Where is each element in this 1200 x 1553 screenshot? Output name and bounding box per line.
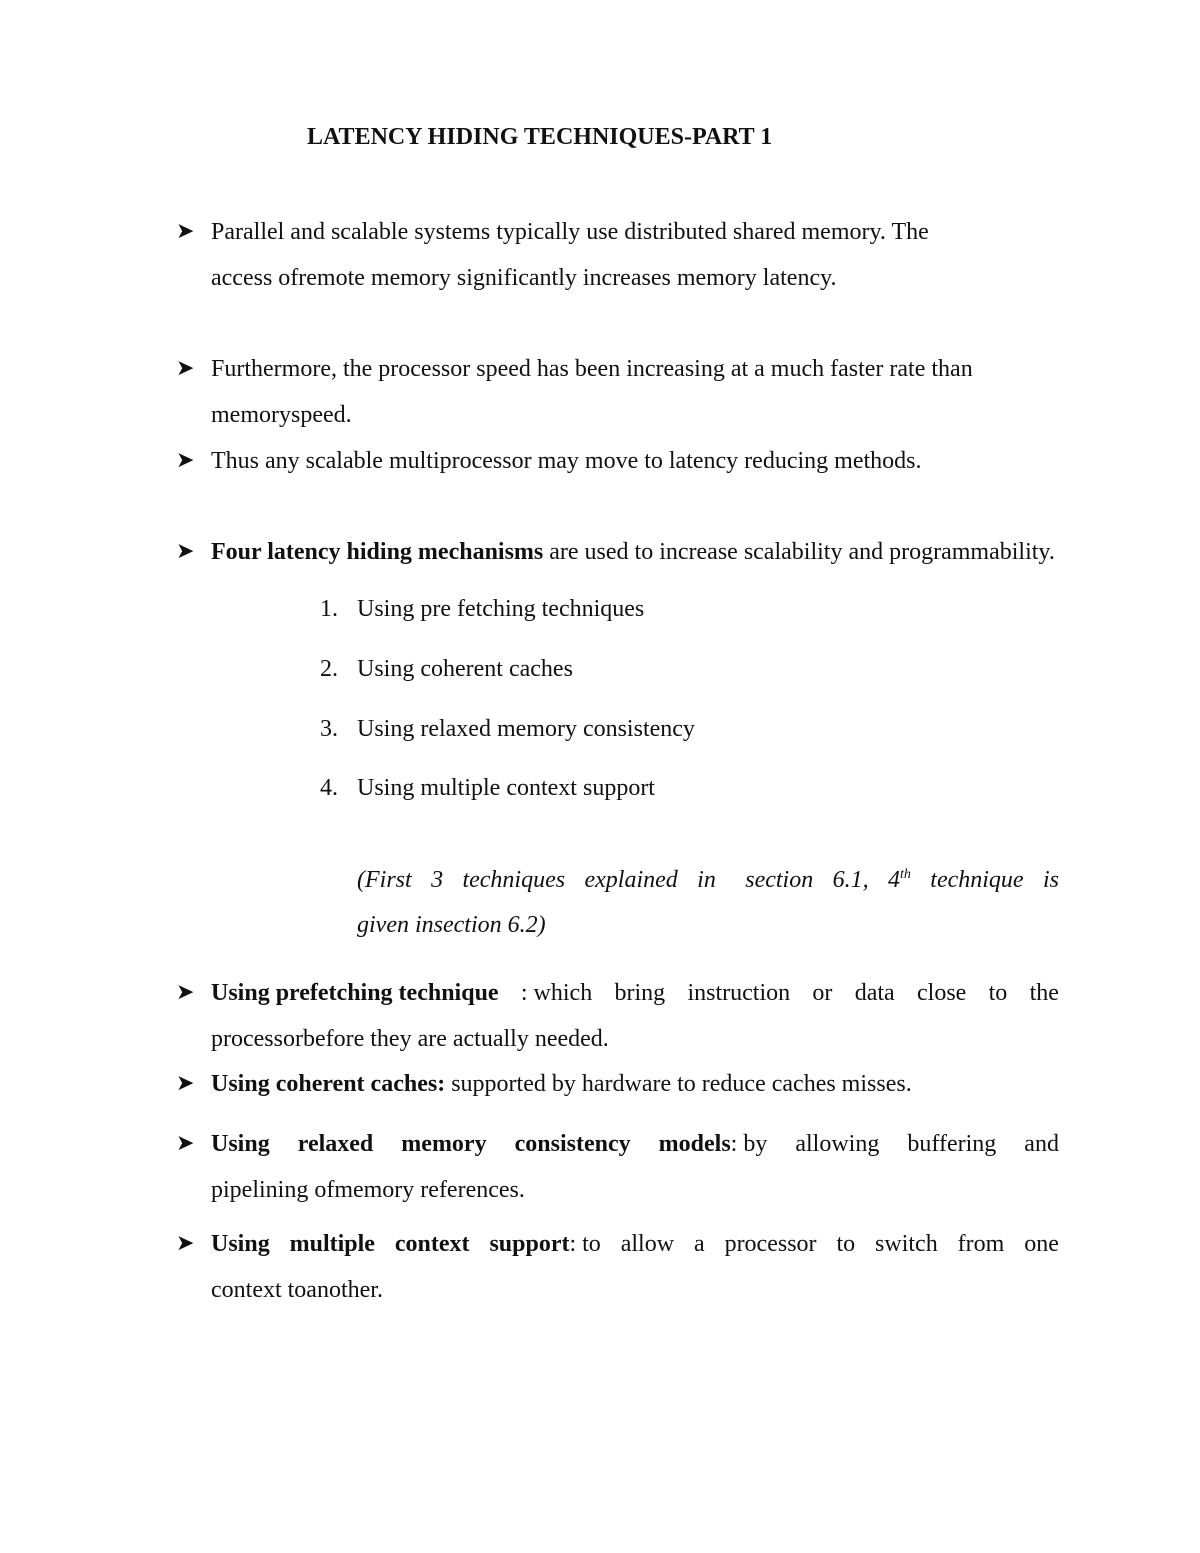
bullet-rest: supported by hardware to reduce caches misses. [445,1071,912,1097]
note-word: in [697,867,716,893]
list-text: Using relaxed memory consistency [357,716,695,742]
list-item [320,656,573,683]
bullet-text: pipelining ofmemory references. [211,1177,525,1203]
arrowhead-bullet-icon: ➤ [176,448,195,473]
bold-word: relaxed [297,1131,374,1157]
page-title: LATENCY HIDING TECHNIQUES-PART 1 [307,124,773,150]
bold-term: Using coherent caches: [211,1071,446,1097]
bullet-text: Thus any scalable multiprocessor may move to latency reducing methods. [211,448,922,474]
word: bring [614,980,666,1006]
list-text: Using pre fetching techniques [357,596,645,622]
arrowhead-bullet-icon: ➤ [176,980,195,1005]
note-word: techniques [462,867,566,893]
arrowhead-bullet-icon: ➤ [176,1131,195,1156]
word: a [693,1231,705,1257]
note-word [888,867,911,894]
bullet-text: context toanother. [211,1277,383,1303]
bold-word: memory [401,1131,487,1157]
bullet-text [211,529,1200,575]
list-item [320,775,655,802]
word: from [957,1231,1005,1257]
bullet-text: access ofremote memory significantly increases memory latency. [211,265,837,291]
bullet-text: Furthermore, the processor speed has been increasing at a much faster rate than [211,356,973,382]
list-item [320,716,695,743]
word: data [854,980,895,1006]
bullet-text: processorbefore they are actually needed. [211,1026,609,1052]
bullet-rest: are used to increase scalability and programmability. [543,539,1055,565]
word: the [1029,980,1059,1006]
note-superscript: th [900,867,911,882]
note-word: (First [357,867,412,893]
list-item [320,596,644,623]
note-number: 4 [888,867,900,893]
bullet-text: Parallel and scalable systems typically use distributed shared memory. The [211,219,929,245]
bold-word: consistency [514,1131,631,1157]
bold-word: context [394,1231,470,1257]
bold-term: Four latency hiding mechanisms [211,539,544,565]
bold-word: multiple [289,1231,375,1257]
word: allow [620,1231,675,1257]
note-word: 3 [431,867,444,893]
bold-word: Using [211,1131,270,1157]
word: allowing [795,1131,880,1157]
list-number: 3. [320,716,338,742]
word: or [812,980,833,1006]
word: : which [520,980,593,1006]
word: switch [875,1231,938,1257]
bold-term: Using prefetching technique [211,980,499,1006]
arrowhead-bullet-icon: ➤ [176,219,195,244]
word: one [1024,1231,1059,1257]
list-text: Using multiple context support [357,775,655,801]
note-word: 6.1, [832,867,869,893]
word: buffering [907,1131,997,1157]
bold-word: models [658,1131,731,1157]
bullet-line [211,1221,1059,1267]
bullet-text [211,1061,1061,1107]
word: close [917,980,967,1006]
list-number: 2. [320,656,338,682]
word: : to [569,1231,601,1257]
word: to [988,980,1008,1006]
note-word: explained [584,867,678,893]
note-word: section [745,867,814,893]
arrowhead-bullet-icon: ➤ [176,1231,195,1256]
note-word: technique [930,867,1024,893]
note-line: given insection 6.2) [357,912,546,938]
note-word: is [1042,867,1059,893]
bold-word: Using [211,1231,270,1257]
word: processor [724,1231,817,1257]
word: to [836,1231,856,1257]
word: instruction [687,980,791,1006]
bullet-text: memoryspeed. [211,402,352,428]
arrowhead-bullet-icon: ➤ [176,1071,195,1096]
word: : by [730,1131,768,1157]
word-group [659,1121,768,1167]
word-group [489,1221,600,1267]
list-text: Using coherent caches [357,656,573,682]
list-number: 4. [320,775,338,801]
word: and [1024,1131,1059,1157]
list-number: 1. [320,596,338,622]
arrowhead-bullet-icon: ➤ [176,356,195,381]
arrowhead-bullet-icon: ➤ [176,539,195,564]
bullet-line [211,1121,1059,1167]
bullet-line [211,970,1059,1016]
bold-word: support [489,1231,570,1257]
